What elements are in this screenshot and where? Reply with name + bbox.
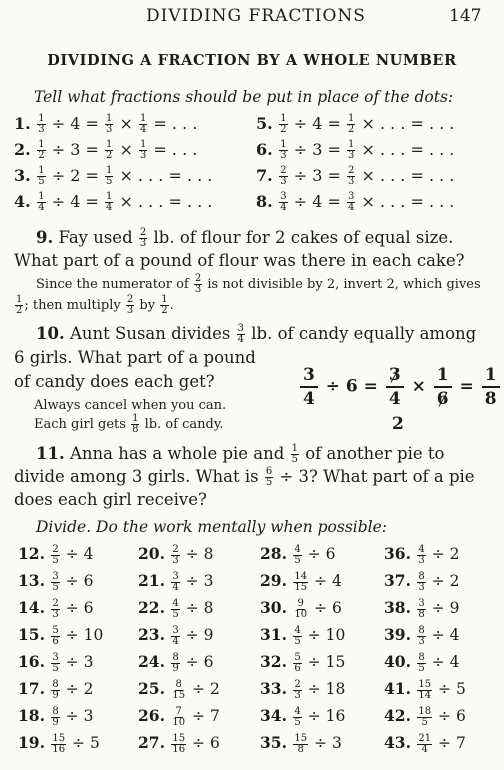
divide-item: 36. $\frac{4}{3}$ ÷ 2 (384, 543, 460, 566)
cancel-result: 2 (392, 414, 404, 434)
fraction: $\frac{8}{9}$ (52, 705, 59, 728)
problem-10-line3: of candy does each get? (14, 372, 215, 391)
fraction: $\frac{4}{5}$ (294, 705, 301, 728)
divide-item: 18. $\frac{8}{9}$ ÷ 3 (18, 705, 94, 728)
fraction: $\frac{9}{10}$ (294, 597, 308, 620)
exercise-item: 8. $\frac{3}{4}$ ÷ 4 = $\frac{3}{4}$ × . . . = . . . (256, 191, 455, 213)
fraction: $\frac{1}{5}$ (106, 165, 113, 187)
fraction: $\frac{3}{4}$ (172, 624, 179, 647)
fraction: $\frac{5}{6}$ (52, 624, 59, 647)
exercise-item: 4. $\frac{1}{4}$ ÷ 4 = $\frac{1}{4}$ × . . . = . . . (14, 191, 213, 213)
divide-item: 39. $\frac{8}{3}$ ÷ 4 (384, 624, 460, 647)
fraction: $\frac{8}{3}$ (418, 624, 425, 647)
divide-item: 37. $\frac{8}{3}$ ÷ 2 (384, 570, 460, 593)
fraction: $\frac{4}{5}$ (294, 543, 301, 566)
problem-text: lb. of flour for 2 cakes of equal size. What part of a pound of flour was there in each cake? (14, 228, 465, 270)
fraction: $\frac{2}{3}$ (294, 678, 301, 701)
fraction: $\frac{2}{3}$ (52, 597, 59, 620)
divide-item: 30. $\frac{9}{10}$ ÷ 6 (260, 597, 342, 620)
divide-item: 41. $\frac{15}{14}$ ÷ 5 (384, 678, 466, 701)
page-number: 147 (449, 6, 482, 26)
divide-item: 38. $\frac{3}{8}$ ÷ 9 (384, 597, 460, 620)
divide-item: 19. $\frac{15}{16}$ ÷ 5 (18, 732, 100, 755)
exercise-item: 3. $\frac{1}{5}$ ÷ 2 = $\frac{1}{5}$ × . . . = . . . (14, 165, 213, 187)
fraction: $\frac{3}{5}$ (52, 570, 59, 593)
divide-item: 22. $\frac{4}{5}$ ÷ 8 (138, 597, 214, 620)
exercise-item: 5. $\frac{1}{2}$ ÷ 4 = $\frac{1}{2}$ × . . . = . . . (256, 113, 455, 135)
divide-instruction: Divide. Do the work mentally when possible: (36, 518, 388, 536)
fraction: $\frac{8}{9}$ (172, 651, 179, 674)
divide-item: 43. $\frac{21}{4}$ ÷ 7 (384, 732, 466, 755)
fraction: $\frac{15}{8}$ (294, 732, 308, 755)
fraction: $\frac{1}{2}$ (38, 139, 45, 161)
problem-10-line2: 6 girls. What part of a pound (14, 348, 256, 367)
fraction: $\frac{18}{5}$ (418, 705, 432, 728)
divide-item: 28. $\frac{4}{5}$ ÷ 6 (260, 543, 336, 566)
divide-item: 33. $\frac{2}{3}$ ÷ 18 (260, 678, 346, 701)
divide-item: 27. $\frac{15}{16}$ ÷ 6 (138, 732, 220, 755)
fraction: $\frac{4}{3}$ (418, 543, 425, 566)
divide-item: 25. $\frac{8}{15}$ ÷ 2 (138, 678, 220, 701)
divide-item: 32. $\frac{5}{6}$ ÷ 15 (260, 651, 346, 674)
fraction: $\frac{14}{15}$ (294, 570, 308, 593)
divide-item: 26. $\frac{7}{10}$ ÷ 7 (138, 705, 220, 728)
fraction: $\frac{1}{3}$ (106, 113, 113, 135)
divide-item: 42. $\frac{18}{5}$ ÷ 6 (384, 705, 466, 728)
fraction: $\frac{1}{4}$ (38, 191, 45, 213)
problem-10-line1: 10. Aunt Susan divides $\frac{3}{4}$ lb. of candy equally among (36, 323, 477, 345)
fraction: $\frac{1}{2}$ (348, 113, 355, 135)
fraction: $\frac{8}{3}$ (418, 570, 425, 593)
fraction: $\frac{7}{10}$ (172, 705, 186, 728)
divide-item: 35. $\frac{15}{8}$ ÷ 3 (260, 732, 342, 755)
divide-item: 23. $\frac{3}{4}$ ÷ 9 (138, 624, 214, 647)
fraction: $\frac{2}{5}$ (52, 543, 59, 566)
fraction: $\frac{1}{4}$ (106, 191, 113, 213)
problem-9 (14, 226, 494, 272)
fraction: $\frac{8}{9}$ (52, 678, 59, 701)
divide-item: 15. $\frac{5}{6}$ ÷ 10 (18, 624, 104, 647)
problem-9-note: Since the numerator of $\frac{2}{3}$ is not divisible by 2, invert 2, which gives $\frac{1}{2}$ ; then multiply $\frac{2}{3}$ by $\frac{1}{2}$ . (16, 273, 481, 316)
exercise-item: 7. $\frac{2}{3}$ ÷ 3 = $\frac{2}{3}$ × . . . = . . . (256, 165, 455, 187)
divide-item: 12. $\frac{2}{5}$ ÷ 4 (18, 543, 94, 566)
fraction: $\frac{3}{5}$ (52, 651, 59, 674)
divide-item: 24. $\frac{8}{9}$ ÷ 6 (138, 651, 214, 674)
divide-item: 17. $\frac{8}{9}$ ÷ 2 (18, 678, 94, 701)
exercise-item: 1. $\frac{1}{3}$ ÷ 4 = $\frac{1}{3}$ × $\frac{1}{4}$ = . . . (14, 113, 198, 135)
exercise-item: 2. $\frac{1}{2}$ ÷ 3 = $\frac{1}{2}$ × $\frac{1}{3}$ = . . . (14, 139, 198, 161)
instruction: Tell what fractions should be put in place of the dots: (34, 88, 454, 106)
problem-10-hint2: Each girl gets $\frac{1}{8}$ lb. of candy. (34, 413, 224, 435)
fraction: $\frac{3}{8}$ (418, 597, 425, 620)
fraction: $\frac{1}{2}$ (106, 139, 113, 161)
running-header (0, 6, 504, 28)
fraction: $\frac{2}{3}$ (139, 227, 147, 249)
problem-number: 9. (36, 228, 54, 247)
divide-item: 16. $\frac{3}{5}$ ÷ 3 (18, 651, 94, 674)
fraction: $\frac{3}{4}$ (172, 570, 179, 593)
fraction: $\frac{1}{3}$ (280, 139, 287, 161)
fraction: $\frac{8}{5}$ (418, 651, 425, 674)
fraction: $\frac{2}{3}$ (172, 543, 179, 566)
fraction: $\frac{1}{4}$ (139, 113, 147, 135)
fraction: $\frac{1}{2}$ (280, 113, 287, 135)
divide-item: 21. $\frac{3}{4}$ ÷ 3 (138, 570, 214, 593)
divide-item: 34. $\frac{4}{5}$ ÷ 16 (260, 705, 346, 728)
problem-text: Fay used (58, 228, 133, 247)
worked-equation: $\frac{3}{4}$ ÷ 6 = $\frac{3}{4}$ × $\frac{1}{6}$ = $\frac{1}{8}$ (298, 364, 502, 410)
fraction: $\frac{15}{16}$ (172, 732, 186, 755)
divide-item: 40. $\frac{8}{5}$ ÷ 4 (384, 651, 460, 674)
fraction: $\frac{4}{5}$ (172, 597, 179, 620)
exercise-item: 6. $\frac{1}{3}$ ÷ 3 = $\frac{1}{3}$ × . . . = . . . (256, 139, 455, 161)
divide-item: 14. $\frac{2}{3}$ ÷ 6 (18, 597, 94, 620)
fraction: $\frac{1}{5}$ (38, 165, 45, 187)
fraction: $\frac{2}{3}$ (280, 165, 287, 187)
fraction: $\frac{1}{3}$ (38, 113, 45, 135)
fraction: $\frac{3}{4}$ (348, 191, 355, 213)
divide-item: 31. $\frac{4}{5}$ ÷ 10 (260, 624, 346, 647)
fraction: $\frac{4}{5}$ (294, 624, 301, 647)
fraction: $\frac{2}{3}$ (348, 165, 355, 187)
fraction: $\frac{5}{6}$ (294, 651, 301, 674)
fraction: $\frac{15}{14}$ (418, 678, 432, 701)
divide-item: 20. $\frac{2}{3}$ ÷ 8 (138, 543, 214, 566)
fraction: $\frac{1}{3}$ (348, 139, 355, 161)
fraction: $\frac{1}{3}$ (139, 139, 147, 161)
problem-11: 11. Anna has a whole pie and $\frac{1}{5}$ of another pie to divide among 3 girls. What is $\frac{6}{5}$ ÷ 3? What part of a pie does each girl receive? (14, 443, 475, 509)
fraction: $\frac{21}{4}$ (418, 732, 432, 755)
problem-10-hint: Always cancel when you can. (34, 398, 227, 413)
section-title: DIVIDING A FRACTION BY A WHOLE NUMBER (47, 52, 457, 69)
divide-item: 13. $\frac{3}{5}$ ÷ 6 (18, 570, 94, 593)
fraction: $\frac{15}{16}$ (52, 732, 66, 755)
fraction: $\frac{8}{15}$ (172, 678, 186, 701)
fraction: $\frac{3}{4}$ (280, 191, 287, 213)
header-title: DIVIDING FRACTIONS (146, 6, 366, 26)
divide-item: 29. $\frac{14}{15}$ ÷ 4 (260, 570, 342, 593)
